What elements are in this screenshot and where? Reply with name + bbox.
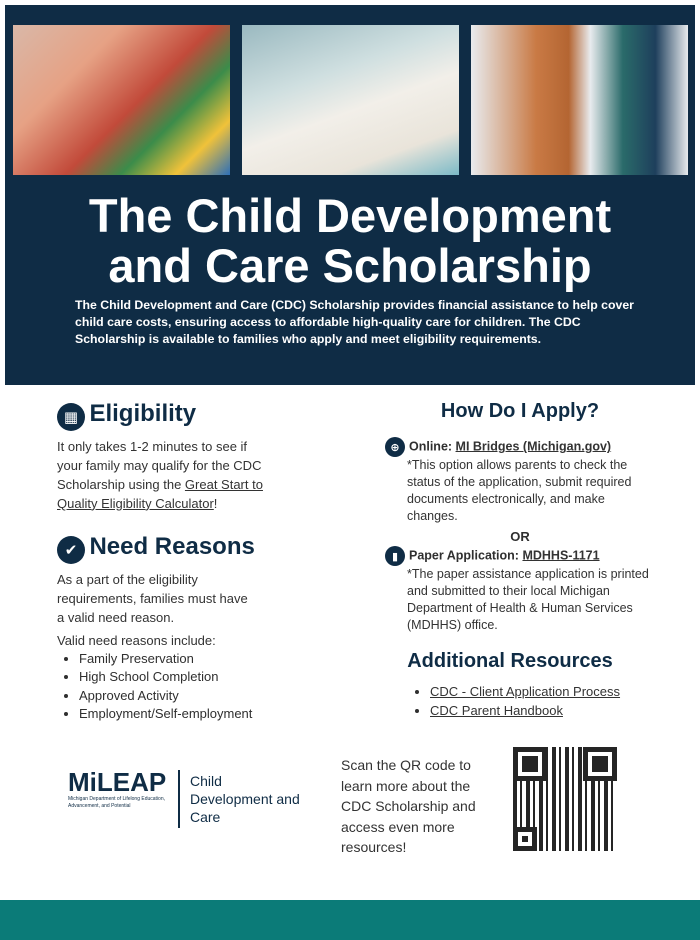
logo-name: MiLEAP — [68, 767, 167, 797]
logo-program: Child Development and Care — [190, 773, 300, 825]
online-note: *This option allows parents to check the status of the application, submit required documents electronically, and make changes. — [407, 458, 632, 523]
document-icon: ▮ — [385, 546, 405, 566]
or-divider: OR — [510, 529, 530, 544]
checkmark-icon: ✔ — [57, 536, 85, 564]
list-item: • Approved Activity — [79, 687, 307, 706]
mdhhs-1171-link[interactable]: MDHHS-1171 — [522, 548, 600, 563]
qr-caption: Scan the QR code to learn more about the CDC Scholarship and access even more resources! — [341, 757, 476, 855]
list-item: • Family Preservation — [79, 650, 307, 669]
eligibility-calculator-link[interactable]: Great Start to Quality Eligibility Calculator — [57, 476, 263, 511]
header-banner — [5, 5, 695, 385]
need-text: As a part of the eligibility requirements, families must have a valid need reason. — [57, 571, 248, 625]
logo-subtitle: Michigan Department of Lifelong Education, Advancement, and Potential — [68, 796, 166, 809]
eligibility-heading: Eligibility — [89, 400, 197, 427]
list-item: • High School Completion — [79, 668, 307, 687]
left-column — [57, 400, 307, 724]
apply-heading: How Do I Apply? — [440, 400, 600, 422]
photo-backpacks — [471, 25, 688, 175]
eligibility-text: It only takes 1-2 minutes to see if your family may qualify for the CDC Scholarship using the — [57, 438, 262, 492]
client-application-link[interactable]: CDC - Client Application Process — [430, 684, 621, 699]
photo-children-blocks — [13, 25, 230, 175]
globe-icon: ⊕ — [385, 437, 405, 457]
title-line-1: The Child Development — [88, 189, 612, 242]
parent-handbook-link[interactable]: CDC Parent Handbook — [430, 702, 563, 718]
photo-school-supplies — [242, 25, 459, 175]
qr-code[interactable] — [513, 747, 617, 851]
apply-section — [385, 400, 655, 634]
footer-band — [0, 900, 700, 940]
resources-section — [380, 650, 640, 720]
need-reasons-list — [57, 650, 307, 724]
page-title — [5, 191, 695, 291]
need-list-label: Valid need reasons include: — [57, 632, 216, 648]
right-column — [385, 400, 655, 720]
punct: ! — [213, 495, 218, 511]
mi-bridges-link[interactable]: MI Bridges (Michigan.gov) — [455, 439, 612, 454]
paper-label: Paper Application: — [409, 548, 523, 563]
list-item — [430, 683, 640, 702]
calculator-icon: ▦ — [57, 403, 85, 431]
qr-finder-pattern — [513, 827, 537, 851]
online-label: Online: — [409, 439, 456, 454]
eligibility-section — [57, 400, 307, 513]
need-reasons-section — [57, 533, 307, 724]
intro-text: The Child Development and Care (CDC) Scholarship provides financial assistance to help cover child care costs, ensuring access to affordable high-quality care for children. The CDC Scholarship is available to families who apply and meet eligibility requirements. — [75, 298, 634, 346]
paper-note: *The paper assistance application is printed and submitted to their local Michigan Department of Health & Human Services (MDHHS) office. — [407, 567, 649, 632]
resources-heading: Additional Resources — [407, 650, 613, 672]
title-line-2: and Care Scholarship — [108, 239, 592, 292]
list-item — [430, 702, 640, 721]
mileap-logo — [68, 768, 173, 810]
logo-divider — [178, 770, 180, 828]
list-item: • Employment/Self-employment — [79, 705, 307, 724]
need-reasons-heading: Need Reasons — [89, 532, 255, 560]
